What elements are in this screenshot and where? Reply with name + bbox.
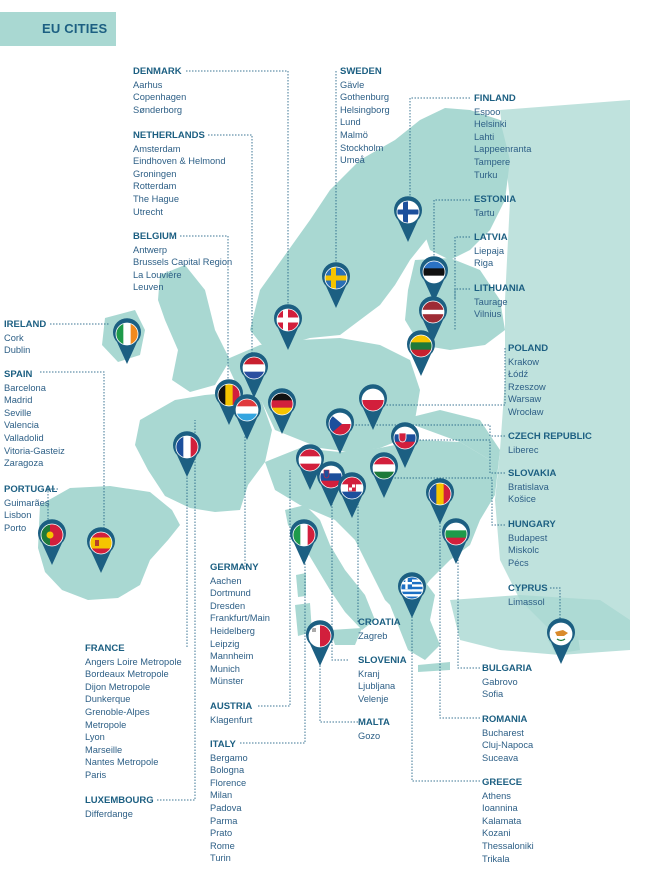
country-group-sweden	[340, 66, 390, 167]
city-name: Barcelona	[4, 382, 46, 393]
city-name: Bucharest	[482, 727, 524, 738]
country-name: HUNGARY	[508, 519, 556, 530]
country-name: DENMARK	[133, 66, 182, 77]
city-name: Espoo	[474, 106, 501, 117]
city-name: Valencia	[4, 420, 39, 431]
city-name: Valladolid	[4, 432, 44, 443]
city-name: Aarhus	[133, 79, 163, 90]
city-name: Münster	[210, 676, 244, 687]
city-name: Dublin	[4, 345, 31, 356]
city-name: Budapest	[508, 532, 548, 543]
city-name: Kranj	[358, 668, 380, 679]
city-name: Vitoria-Gasteiz	[4, 445, 65, 456]
city-name: Ljubljana	[358, 681, 396, 692]
city-name: Trikala	[482, 853, 510, 864]
city-name: Metropole	[85, 719, 127, 730]
country-group-austria	[210, 701, 252, 726]
city-name: Ioannina	[482, 803, 518, 814]
city-name: Padova	[210, 802, 242, 813]
country-group-poland	[508, 343, 548, 419]
city-name: Łódź	[508, 369, 529, 380]
city-name: Amsterdam	[133, 143, 181, 154]
country-group-portugal	[4, 484, 57, 534]
city-name: Kozani	[482, 828, 511, 839]
city-name: Rotterdam	[133, 181, 177, 192]
city-name: Wrocław	[508, 406, 544, 417]
city-name: Heidelberg	[210, 625, 255, 636]
country-name: GERMANY	[210, 562, 259, 573]
country-group-czech-republic	[508, 431, 592, 456]
city-name: Limassol	[508, 596, 545, 607]
country-name: LATVIA	[474, 232, 508, 243]
country-name: LITHUANIA	[474, 283, 526, 294]
country-name: NETHERLANDS	[133, 130, 205, 141]
city-name: Grenoble-Alpes	[85, 706, 150, 717]
country-group-greece	[482, 777, 534, 865]
country-group-estonia	[474, 194, 516, 219]
city-name: Turku	[474, 169, 498, 180]
country-group-spain	[4, 369, 65, 470]
pin-malta-icon	[306, 620, 334, 666]
city-name: Riga	[474, 258, 494, 269]
city-name: Parma	[210, 815, 238, 826]
country-name: CZECH REPUBLIC	[508, 431, 592, 442]
city-name: Sønderborg	[133, 104, 183, 115]
city-name: Klagenfurt	[210, 714, 253, 725]
city-name: Athens	[482, 790, 511, 801]
country-name: ESTONIA	[474, 194, 517, 205]
city-name: Madrid	[4, 395, 33, 406]
city-name: Taurage	[474, 296, 508, 307]
city-name: Umeå	[340, 155, 365, 166]
city-name: Milan	[210, 790, 233, 801]
city-name: Dunkerque	[85, 694, 131, 705]
country-group-denmark	[133, 66, 186, 116]
city-name: Zaragoza	[4, 458, 44, 469]
country-group-netherlands	[133, 130, 226, 218]
city-name: Marseille	[85, 744, 123, 755]
country-name: ROMANIA	[482, 714, 528, 725]
city-name: Gävle	[340, 79, 365, 90]
city-name: Vilnius	[474, 309, 502, 320]
city-name: Lyon	[85, 732, 105, 743]
city-name: Velenje	[358, 693, 389, 704]
city-name: Seville	[4, 407, 32, 418]
city-name: Helsingborg	[340, 104, 390, 115]
city-name: Lund	[340, 117, 361, 128]
city-name: Gabrovo	[482, 676, 518, 687]
country-name: AUSTRIA	[210, 701, 253, 712]
country-name: GREECE	[482, 777, 523, 788]
city-name: Eindhoven & Helmond	[133, 156, 226, 167]
city-name: Guimarães	[4, 497, 50, 508]
country-group-cyprus	[508, 583, 548, 608]
city-name: Thessaloniki	[482, 840, 534, 851]
city-name: Cluj-Napoca	[482, 740, 534, 751]
city-name: Liberec	[508, 444, 539, 455]
city-name: Gothenburg	[340, 92, 390, 103]
leader-malta	[320, 650, 358, 722]
country-group-bulgaria	[482, 663, 532, 701]
city-name: La Louvière	[133, 269, 182, 280]
country-name: SPAIN	[4, 369, 33, 380]
country-name: SLOVAKIA	[508, 468, 557, 479]
city-name: Turin	[210, 853, 231, 864]
city-name: Tartu	[474, 207, 495, 218]
country-name: IRELAND	[4, 319, 47, 330]
city-name: Liepaja	[474, 245, 504, 256]
country-group-germany	[210, 562, 270, 688]
city-name: Frankfurt/Main	[210, 613, 270, 624]
country-group-lithuania	[474, 283, 525, 321]
country-name: SLOVENIA	[358, 655, 407, 666]
country-group-latvia	[474, 232, 508, 270]
country-group-finland	[474, 93, 531, 181]
city-name: Groningen	[133, 168, 177, 179]
city-name: Bordeaux Metropole	[85, 669, 169, 680]
city-name: Stockholm	[340, 142, 384, 153]
country-group-hungary	[508, 519, 556, 569]
country-group-ireland	[4, 319, 46, 357]
city-name: Pécs	[508, 557, 529, 568]
city-name: Paris	[85, 769, 107, 780]
country-name: SWEDEN	[340, 66, 382, 77]
city-name: Leuven	[133, 282, 164, 293]
country-name: ITALY	[210, 739, 236, 750]
country-group-malta	[358, 717, 390, 742]
city-name: Lahti	[474, 131, 495, 142]
city-name: Krakow	[508, 356, 540, 367]
country-name: FRANCE	[85, 643, 125, 654]
city-name: Helsinki	[474, 119, 507, 130]
country-name: CYPRUS	[508, 583, 548, 594]
city-name: Tampere	[474, 156, 511, 167]
title-box	[0, 12, 116, 46]
country-group-croatia	[358, 617, 401, 642]
country-name: PORTUGAL	[4, 484, 58, 495]
city-name: Florence	[210, 777, 247, 788]
city-name: Lappeenranta	[474, 144, 532, 155]
country-name: MALTA	[358, 717, 390, 728]
city-name: Suceava	[482, 752, 519, 763]
city-name: Nantes Metropole	[85, 757, 159, 768]
city-name: Miskolc	[508, 545, 539, 556]
city-name: Prato	[210, 828, 233, 839]
city-name: Utrecht	[133, 206, 163, 217]
country-group-romania	[482, 714, 533, 764]
city-name: Zagreb	[358, 630, 388, 641]
country-name: BULGARIA	[482, 663, 533, 674]
city-name: Rome	[210, 840, 235, 851]
pin-cyprus-icon	[547, 618, 575, 664]
country-group-italy	[210, 739, 248, 865]
country-group-france	[85, 643, 182, 782]
city-name: Sofia	[482, 689, 504, 700]
city-name: Dortmund	[210, 588, 251, 599]
city-name: Košice	[508, 494, 536, 505]
city-name: Antwerp	[133, 244, 168, 255]
country-group-luxembourg	[85, 795, 154, 820]
city-name: Angers Loire Metropole	[85, 656, 182, 667]
city-name: Leipzig	[210, 638, 240, 649]
landmass-crete	[418, 662, 450, 672]
city-name: Lisbon	[4, 510, 32, 521]
city-name: Rzeszow	[508, 381, 546, 392]
city-name: Dijon Metropole	[85, 681, 151, 692]
country-name: POLAND	[508, 343, 549, 354]
city-name: Dresden	[210, 600, 246, 611]
city-name: Bergamo	[210, 752, 248, 763]
city-name: The Hague	[133, 193, 179, 204]
city-name: Kalamata	[482, 815, 522, 826]
country-group-slovakia	[508, 468, 556, 506]
city-name: Mannheim	[210, 651, 254, 662]
city-name: Malmö	[340, 129, 368, 140]
city-name: Warsaw	[508, 394, 542, 405]
country-name: FINLAND	[474, 93, 516, 104]
country-name: LUXEMBOURG	[85, 795, 154, 806]
city-name: Gozo	[358, 730, 381, 741]
city-name: Aachen	[210, 575, 242, 586]
city-name: Differdange	[85, 808, 133, 819]
country-group-slovenia	[358, 655, 407, 705]
city-name: Munich	[210, 663, 240, 674]
city-name: Porto	[4, 522, 27, 533]
country-name: BELGIUM	[133, 231, 177, 242]
page-title: EU CITIES	[42, 21, 108, 36]
city-name: Bologna	[210, 765, 245, 776]
city-name: Bratislava	[508, 481, 549, 492]
city-name: Copenhagen	[133, 92, 187, 103]
country-name: CROATIA	[358, 617, 401, 628]
city-name: Cork	[4, 332, 24, 343]
city-name: Brussels Capital Region	[133, 257, 233, 268]
country-group-belgium	[133, 231, 232, 294]
